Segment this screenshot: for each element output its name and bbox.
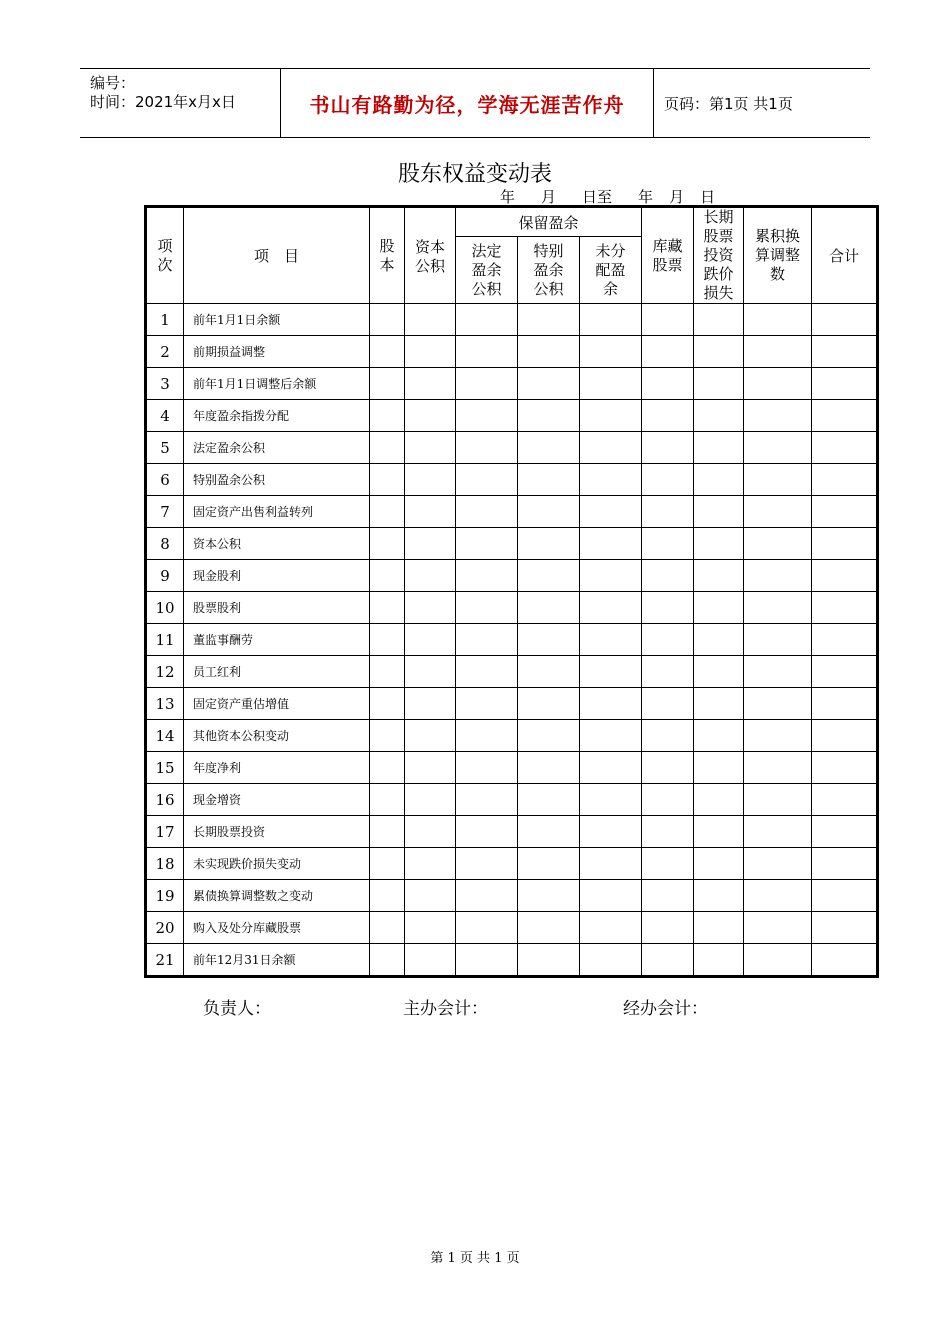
value-cell[interactable] (642, 560, 694, 592)
table-row (146, 944, 878, 977)
value-cell[interactable] (456, 464, 518, 496)
table-row (146, 880, 878, 912)
value-cell[interactable] (456, 368, 518, 400)
value-cell[interactable] (370, 400, 405, 432)
value-cell[interactable] (694, 592, 744, 624)
value-cell[interactable] (642, 912, 694, 944)
table-row (146, 624, 878, 656)
value-cell[interactable] (642, 816, 694, 848)
day-end: 日 (700, 188, 716, 206)
value-cell[interactable] (580, 656, 642, 688)
table-row (146, 688, 878, 720)
value-cell[interactable] (812, 496, 878, 528)
table-row (146, 752, 878, 784)
value-cell[interactable] (642, 720, 694, 752)
row-label: 累债换算调整数之变动 (184, 880, 370, 912)
value-cell[interactable] (456, 816, 518, 848)
header-treasury-stock: 库藏股票 (642, 207, 694, 304)
value-cell[interactable] (456, 720, 518, 752)
value-cell[interactable] (744, 496, 812, 528)
value-cell[interactable] (456, 496, 518, 528)
value-cell[interactable] (580, 816, 642, 848)
value-cell[interactable] (694, 528, 744, 560)
value-cell[interactable] (580, 912, 642, 944)
table-row (146, 528, 878, 560)
value-cell[interactable] (812, 304, 878, 336)
value-cell[interactable] (642, 464, 694, 496)
table-body (146, 304, 878, 977)
value-cell[interactable] (518, 304, 580, 336)
value-cell[interactable] (456, 432, 518, 464)
value-cell[interactable] (405, 720, 456, 752)
value-cell[interactable] (456, 880, 518, 912)
value-cell[interactable] (456, 624, 518, 656)
value-cell[interactable] (405, 848, 456, 880)
header-item: 项 目 (184, 207, 370, 304)
value-cell[interactable] (694, 752, 744, 784)
value-cell[interactable] (744, 400, 812, 432)
value-cell[interactable] (405, 784, 456, 816)
value-cell[interactable] (744, 464, 812, 496)
value-cell[interactable] (580, 304, 642, 336)
value-cell[interactable] (812, 528, 878, 560)
value-cell[interactable] (812, 720, 878, 752)
row-label: 其他资本公积变动 (184, 720, 370, 752)
value-cell[interactable] (580, 688, 642, 720)
value-cell[interactable] (370, 304, 405, 336)
row-label: 前年1月1日调整后余额 (184, 368, 370, 400)
signature-responsible: 负责人： (203, 999, 271, 1019)
value-cell[interactable] (812, 336, 878, 368)
value-cell[interactable] (370, 592, 405, 624)
header-total: 合计 (812, 207, 878, 304)
value-cell[interactable] (694, 304, 744, 336)
value-cell[interactable] (518, 848, 580, 880)
table-row (146, 720, 878, 752)
value-cell[interactable] (518, 720, 580, 752)
value-cell[interactable] (518, 784, 580, 816)
table-row (146, 816, 878, 848)
value-cell[interactable] (642, 592, 694, 624)
row-label: 前年12月31日余额 (184, 944, 370, 977)
year-to: 年 (638, 188, 654, 206)
value-cell[interactable] (370, 944, 405, 977)
value-cell[interactable] (642, 336, 694, 368)
value-cell[interactable] (518, 368, 580, 400)
header-capital: 股本 (370, 207, 405, 304)
value-cell[interactable] (370, 528, 405, 560)
row-label: 固定资产出售利益转列 (184, 496, 370, 528)
value-cell[interactable] (580, 336, 642, 368)
value-cell[interactable] (744, 880, 812, 912)
table-row (146, 848, 878, 880)
row-label: 年度盈余指拨分配 (184, 400, 370, 432)
month-from: 月 (541, 188, 557, 206)
value-cell[interactable] (518, 880, 580, 912)
value-cell[interactable] (694, 496, 744, 528)
value-cell[interactable] (370, 624, 405, 656)
value-cell[interactable] (405, 880, 456, 912)
value-cell[interactable] (370, 368, 405, 400)
value-cell[interactable] (812, 784, 878, 816)
row-index: 13 (146, 688, 184, 720)
value-cell[interactable] (405, 752, 456, 784)
value-cell[interactable] (744, 816, 812, 848)
row-label: 前年1月1日余额 (184, 304, 370, 336)
value-cell[interactable] (744, 752, 812, 784)
equity-changes-table (144, 205, 879, 978)
value-cell[interactable] (518, 624, 580, 656)
value-cell[interactable] (812, 944, 878, 977)
row-label: 年度净利 (184, 752, 370, 784)
value-cell[interactable] (456, 592, 518, 624)
value-cell[interactable] (580, 752, 642, 784)
row-index: 10 (146, 592, 184, 624)
table-row (146, 304, 878, 336)
number-label: 编号： (90, 74, 136, 92)
value-cell[interactable] (642, 432, 694, 464)
row-index: 1 (146, 304, 184, 336)
row-index: 15 (146, 752, 184, 784)
value-cell[interactable] (518, 656, 580, 688)
signature-handling-accountant: 经办会计： (623, 999, 708, 1019)
value-cell[interactable] (812, 560, 878, 592)
value-cell[interactable] (642, 624, 694, 656)
value-cell[interactable] (580, 880, 642, 912)
row-index: 5 (146, 432, 184, 464)
value-cell[interactable] (518, 592, 580, 624)
value-cell[interactable] (812, 880, 878, 912)
table-row (146, 656, 878, 688)
value-cell[interactable] (642, 688, 694, 720)
value-cell[interactable] (694, 720, 744, 752)
value-cell[interactable] (370, 336, 405, 368)
row-label: 现金增资 (184, 784, 370, 816)
value-cell[interactable] (456, 400, 518, 432)
value-cell[interactable] (580, 400, 642, 432)
value-cell[interactable] (405, 368, 456, 400)
value-cell[interactable] (405, 464, 456, 496)
value-cell[interactable] (812, 848, 878, 880)
value-cell[interactable] (456, 560, 518, 592)
value-cell[interactable] (580, 848, 642, 880)
value-cell[interactable] (456, 336, 518, 368)
day-to: 日至 (582, 188, 613, 206)
value-cell[interactable] (405, 656, 456, 688)
value-cell[interactable] (580, 464, 642, 496)
signature-chief-accountant: 主办会计： (403, 999, 488, 1019)
table-row (146, 560, 878, 592)
row-label: 员工红利 (184, 656, 370, 688)
row-index: 7 (146, 496, 184, 528)
value-cell[interactable] (694, 912, 744, 944)
row-index: 3 (146, 368, 184, 400)
document-header (80, 68, 870, 138)
value-cell[interactable] (642, 528, 694, 560)
value-cell[interactable] (812, 816, 878, 848)
value-cell[interactable] (405, 624, 456, 656)
value-cell[interactable] (694, 624, 744, 656)
value-cell[interactable] (744, 848, 812, 880)
value-cell[interactable] (370, 720, 405, 752)
value-cell[interactable] (580, 720, 642, 752)
value-cell[interactable] (744, 304, 812, 336)
row-index: 4 (146, 400, 184, 432)
table-row (146, 464, 878, 496)
value-cell[interactable] (744, 912, 812, 944)
header-lt-investment-loss: 长期股票投资跌价损失 (694, 207, 744, 304)
row-label: 资本公积 (184, 528, 370, 560)
value-cell[interactable] (642, 848, 694, 880)
value-cell[interactable] (370, 784, 405, 816)
value-cell[interactable] (518, 944, 580, 977)
value-cell[interactable] (694, 656, 744, 688)
value-cell[interactable] (812, 624, 878, 656)
page-title: 股东权益变动表 (397, 162, 552, 187)
value-cell[interactable] (456, 912, 518, 944)
value-cell[interactable] (580, 496, 642, 528)
row-index: 11 (146, 624, 184, 656)
value-cell[interactable] (518, 912, 580, 944)
value-cell[interactable] (405, 688, 456, 720)
value-cell[interactable] (405, 528, 456, 560)
row-label: 前期损益调整 (184, 336, 370, 368)
value-cell[interactable] (694, 336, 744, 368)
table-row (146, 400, 878, 432)
value-cell[interactable] (744, 784, 812, 816)
row-label: 固定资产重估增值 (184, 688, 370, 720)
value-cell[interactable] (518, 496, 580, 528)
value-cell[interactable] (694, 464, 744, 496)
page-indicator: 页码：第1页 共1页 (664, 94, 793, 113)
header-legal-reserve: 法定盈余公积 (456, 237, 518, 304)
value-cell[interactable] (744, 592, 812, 624)
value-cell[interactable] (744, 656, 812, 688)
value-cell[interactable] (405, 304, 456, 336)
value-cell[interactable] (518, 400, 580, 432)
value-cell[interactable] (405, 912, 456, 944)
value-cell[interactable] (456, 848, 518, 880)
value-cell[interactable] (405, 816, 456, 848)
month-to: 月 (669, 188, 685, 206)
value-cell[interactable] (518, 336, 580, 368)
value-cell[interactable] (580, 784, 642, 816)
table-row (146, 336, 878, 368)
value-cell[interactable] (456, 304, 518, 336)
row-index: 2 (146, 336, 184, 368)
row-label: 股票股利 (184, 592, 370, 624)
row-label: 董监事酬劳 (184, 624, 370, 656)
value-cell[interactable] (694, 944, 744, 977)
value-cell[interactable] (694, 432, 744, 464)
value-cell[interactable] (370, 496, 405, 528)
value-cell[interactable] (370, 752, 405, 784)
value-cell[interactable] (812, 464, 878, 496)
row-label: 购入及处分库藏股票 (184, 912, 370, 944)
value-cell[interactable] (642, 400, 694, 432)
value-cell[interactable] (370, 432, 405, 464)
value-cell[interactable] (405, 400, 456, 432)
value-cell[interactable] (694, 784, 744, 816)
value-cell[interactable] (580, 432, 642, 464)
value-cell[interactable] (405, 560, 456, 592)
value-cell[interactable] (518, 528, 580, 560)
value-cell[interactable] (744, 944, 812, 977)
row-label: 特别盈余公积 (184, 464, 370, 496)
row-index: 21 (146, 944, 184, 977)
value-cell[interactable] (405, 336, 456, 368)
value-cell[interactable] (744, 688, 812, 720)
value-cell[interactable] (580, 592, 642, 624)
table-row (146, 912, 878, 944)
header-capital-reserve: 资本公积 (405, 207, 456, 304)
value-cell[interactable] (580, 560, 642, 592)
header-translation-adj: 累积换算调整数 (744, 207, 812, 304)
value-cell[interactable] (456, 528, 518, 560)
row-index: 20 (146, 912, 184, 944)
date-range-line (500, 186, 715, 207)
value-cell[interactable] (694, 816, 744, 848)
value-cell[interactable] (580, 944, 642, 977)
header-undistributed: 未分配盈余 (580, 237, 642, 304)
value-cell[interactable] (518, 816, 580, 848)
table-row (146, 432, 878, 464)
value-cell[interactable] (812, 752, 878, 784)
value-cell[interactable] (744, 528, 812, 560)
row-label: 长期股票投资 (184, 816, 370, 848)
value-cell[interactable] (694, 688, 744, 720)
value-cell[interactable] (812, 368, 878, 400)
row-label: 现金股利 (184, 560, 370, 592)
row-index: 8 (146, 528, 184, 560)
header-page-cell (654, 69, 870, 137)
value-cell[interactable] (456, 944, 518, 977)
value-cell[interactable] (456, 784, 518, 816)
row-index: 14 (146, 720, 184, 752)
row-label: 法定盈余公积 (184, 432, 370, 464)
value-cell[interactable] (694, 560, 744, 592)
value-cell[interactable] (744, 624, 812, 656)
value-cell[interactable] (456, 688, 518, 720)
value-cell[interactable] (642, 944, 694, 977)
value-cell[interactable] (518, 464, 580, 496)
value-cell[interactable] (694, 400, 744, 432)
row-index: 12 (146, 656, 184, 688)
header-motto-cell (281, 69, 654, 137)
value-cell[interactable] (405, 496, 456, 528)
value-cell[interactable] (812, 400, 878, 432)
value-cell[interactable] (580, 368, 642, 400)
value-cell[interactable] (812, 592, 878, 624)
value-cell[interactable] (812, 656, 878, 688)
table-row (146, 592, 878, 624)
date-label: 时间：2021年x月x日 (90, 93, 236, 111)
value-cell[interactable] (518, 752, 580, 784)
value-cell[interactable] (744, 560, 812, 592)
value-cell[interactable] (370, 848, 405, 880)
table-row (146, 496, 878, 528)
value-cell[interactable] (370, 880, 405, 912)
value-cell[interactable] (370, 912, 405, 944)
row-index: 18 (146, 848, 184, 880)
value-cell[interactable] (370, 688, 405, 720)
value-cell[interactable] (744, 368, 812, 400)
value-cell[interactable] (642, 880, 694, 912)
value-cell[interactable] (642, 752, 694, 784)
row-index: 17 (146, 816, 184, 848)
row-index: 19 (146, 880, 184, 912)
value-cell[interactable] (812, 912, 878, 944)
value-cell[interactable] (642, 496, 694, 528)
header-retained-earnings: 保留盈余 (456, 207, 642, 237)
value-cell[interactable] (518, 688, 580, 720)
table-row (146, 784, 878, 816)
value-cell[interactable] (370, 464, 405, 496)
value-cell[interactable] (370, 656, 405, 688)
value-cell[interactable] (694, 848, 744, 880)
header-index: 项次 (146, 207, 184, 304)
motto-text: 书山有路勤为径，学海无涯苦作舟 (309, 92, 625, 117)
value-cell[interactable] (370, 560, 405, 592)
value-cell[interactable] (456, 656, 518, 688)
value-cell[interactable] (518, 432, 580, 464)
value-cell[interactable] (812, 688, 878, 720)
value-cell[interactable] (694, 368, 744, 400)
value-cell[interactable] (518, 560, 580, 592)
page-footer: 第 1 页 共 1 页 (430, 1251, 520, 1266)
row-label: 未实现跌价损失变动 (184, 848, 370, 880)
row-index: 16 (146, 784, 184, 816)
value-cell[interactable] (580, 624, 642, 656)
value-cell[interactable] (405, 944, 456, 977)
value-cell[interactable] (642, 304, 694, 336)
value-cell[interactable] (812, 432, 878, 464)
value-cell[interactable] (405, 592, 456, 624)
value-cell[interactable] (642, 368, 694, 400)
value-cell[interactable] (456, 752, 518, 784)
row-index: 9 (146, 560, 184, 592)
value-cell[interactable] (405, 432, 456, 464)
header-special-reserve: 特别盈余公积 (518, 237, 580, 304)
value-cell[interactable] (370, 816, 405, 848)
year-from: 年 (500, 188, 516, 206)
header-meta-cell (80, 69, 281, 137)
value-cell[interactable] (580, 528, 642, 560)
value-cell[interactable] (694, 880, 744, 912)
value-cell[interactable] (744, 336, 812, 368)
value-cell[interactable] (642, 656, 694, 688)
value-cell[interactable] (744, 720, 812, 752)
row-index: 6 (146, 464, 184, 496)
value-cell[interactable] (642, 784, 694, 816)
table-row (146, 368, 878, 400)
value-cell[interactable] (744, 432, 812, 464)
